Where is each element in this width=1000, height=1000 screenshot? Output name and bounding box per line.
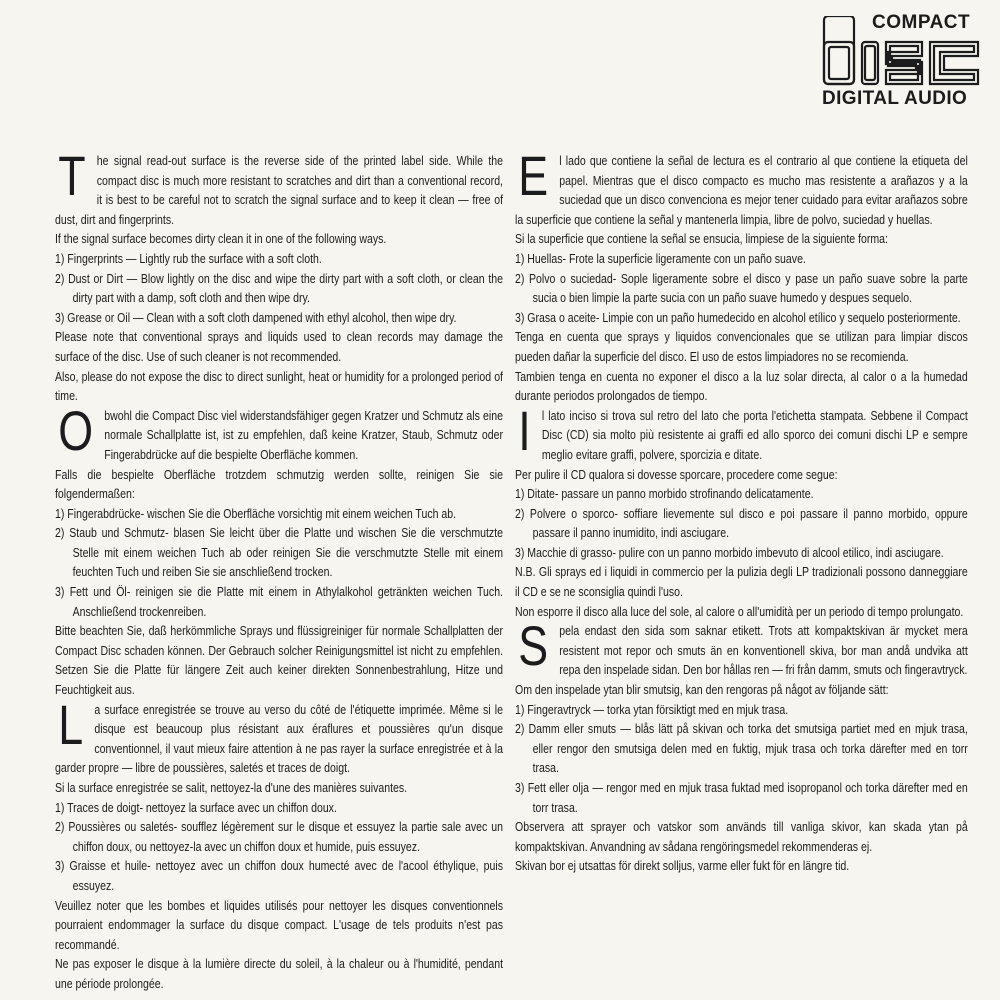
- spanish-item: 2) Polvo o suciedad- Sople ligeramente sobre el disco y pase un paño suave sobre la parte sucia o bien limpie la parte sucia con un paño suave humedo y despues sequelo.: [515, 270, 968, 306]
- english-item: 2) Dust or Dirt — Blow lightly on the disc and wipe the dirty part with a soft cloth, or clean the dirty part with a damp, soft cloth and then wipe dry.: [55, 270, 503, 306]
- french-section: [55, 692, 503, 994]
- swedish-item: 3) Fett eller olja — rengor med en mjuk trasa fuktad med isopropanol och torka därefter med en torr trasa.: [515, 780, 968, 815]
- swedish-also: Skivan bor ej utsattas för direkt solljus, varme eller fukt för en längre tid.: [515, 858, 850, 874]
- drop-cap: O: [58, 398, 94, 462]
- logo-digital-audio-text: DIGITAL AUDIO: [822, 88, 968, 109]
- italian-also: Non esporre il disco alla luce del sole, al calore o all'umidità per un periodo di tempo prolungato.: [515, 603, 964, 619]
- spanish-note: Tenga en cuenta que sprays y liquidos convencionales que se utilizan para limpiar discos pueden dañar la superficie del disco. El uso de estos limpiadores no se recomienda.: [515, 329, 968, 364]
- italian-item: 2) Polvere o sporco- soffiare lievemente sul disco e poi passare il panno morbido, oppure passare il panno inumidito, indi asciugare.: [515, 505, 968, 541]
- french-also: Ne pas exposer le disque à la lumière directe du soleil, à la chaleur ou à l'humidité, pendant une période prolongée.: [55, 956, 503, 991]
- drop-cap: I: [518, 398, 531, 462]
- spanish-item: 3) Grasa o aceite- Limpie con un paño humedecido en alcohol etílico y sequelo posteriormente.: [515, 309, 961, 325]
- italian-intro: l lato inciso si trova sul retro del lato che porta l'etichetta stampata. Sebbene il Compact Disc (CD) sia molto più resistente ai graffi ed allo sporco dei comuni dischi LP e sempre meglio evitare graffi, polvere, sporcizia e ditate.: [541, 407, 968, 462]
- drop-cap: L: [58, 692, 84, 756]
- spanish-intro: l lado que contiene la señal de lectura es el contrario al que contiene la etiqueta del papel. Mientras que el disco compacto es mucho mas resistente a arañazos y a la suciedad que un disco convenciona es mejor tener cuidado para evitar arañazos sobre la superficie que contiene la señal y mantenerla limpia, libre de polvo, suciedad y huellas.: [515, 153, 968, 227]
- left-column: [55, 144, 504, 994]
- french-note: Veuillez noter que les bombes et liquides utilisés pour nettoyer les disques conventionnels pourraient endommager la surface du disque compact. L'usage de tels produits n'est pas recommandé.: [55, 897, 503, 952]
- disc-wordmark-icon: [822, 16, 982, 90]
- drop-cap: T: [58, 144, 86, 207]
- german-intro: bwohl die Compact Disc viel widerstandsfähiger gegen Kratzer und Schmutz als eine normale Schallplatte ist, ist zu empfehlen, daß keine Kratzer, Staub, Schmutz oder Fingerabdrücke auf die bespielte Oberfläche kommen.: [104, 407, 503, 462]
- english-intro: he signal read-out surface is the reverse side of the printed label side. While the compact disc is much more resistant to scratches and dirt than a conventional record, it is best to be careful not to scratch the signal surface and to keep it clean — free of dust, dirt and fingerprints.: [55, 153, 504, 227]
- english-section: [55, 144, 504, 406]
- drop-cap: S: [518, 614, 549, 678]
- swedish-note: Observera att sprayer och vatskor som används till vanliga skivor, kan skada ytan på kompaktskivan. Anvandning av sådana rengöringsmedel rekommenderas ej.: [515, 819, 968, 854]
- swedish-item: 2) Damm eller smuts — blås lätt på skivan och torka det smutsiga partiet med en mjuk trasa, eller rengor den smutsiga delen med en fuktig, mjuk trasa och torka därefter med en torr trasa.: [515, 721, 968, 776]
- italian-note: N.B. Gli sprays ed i liquidi in commercio per la pulizia degli LP tradizionali possono danneggiare il CD e se ne sconsiglia quindi l'uso.: [515, 564, 968, 600]
- swedish-ways: Om den inspelade ytan blir smutsig, kan den rengoras på något av följande sätt:: [515, 682, 889, 698]
- german-item: 2) Staub und Schmutz- blasen Sie leicht über die Platte und wischen Sie die verschmutzte Stelle mit einem weichen Tuch ab oder reinigen Sie die verschmutzte Stelle mit einem feuchten Tuch und reiben Sie sie anschließend trocken.: [55, 525, 503, 580]
- swedish-intro: pela endast den sida som saknar etikett. Trots att kompaktskivan är mycket mera resistent mot repor och smuts än en konventionell skiva, bor man andå undvika att repa den inspelade sidan. Den bor hållas ren — fri från damm, smuts och fingeravtryck.: [559, 623, 968, 678]
- german-item: 1) Fingerabdrücke- wischen Sie die Oberfläche vorsichtig mit einem weichen Tuch ab.: [55, 505, 457, 521]
- french-item: 2) Poussières ou saletés- soufflez légèrement sur le disque et essuyez la partie sale avec un chiffon doux, ou nettoyez-la avec un chiffon doux et humide, puis essuyez.: [55, 819, 503, 854]
- french-item: 1) Traces de doigt- nettoyez la surface avec un chiffon doux.: [55, 799, 337, 815]
- right-column: [515, 144, 968, 876]
- french-item: 3) Graisse et huile- nettoyez avec un chiffon doux humecté avec de l'acool éthylique, puis essuyez.: [55, 858, 503, 893]
- italian-section: [515, 398, 968, 622]
- drop-cap: E: [518, 144, 549, 207]
- english-note: Please note that conventional sprays and liquids used to clean records may damage the surface of the disc. Use of such cleaner is not recommended.: [55, 329, 503, 364]
- italian-ways: Per pulire il CD qualora si dovesse sporcare, procedere come segue:: [515, 466, 838, 482]
- compact-disc-logo: [820, 10, 985, 112]
- swedish-section: [515, 614, 968, 876]
- german-ways: Falls die bespielte Oberfläche trotzdem schmutzig werden sollte, reinigen Sie sie folgendermaßen:: [55, 466, 503, 502]
- italian-item: 1) Ditate- passare un panno morbido strofinando delicatamente.: [515, 486, 814, 502]
- english-item: 1) Fingerprints — Lightly rub the surface with a soft cloth.: [55, 250, 322, 266]
- english-item: 3) Grease or Oil — Clean with a soft cloth dampened with ethyl alcohol, then wipe dry.: [55, 309, 457, 325]
- german-section: [55, 398, 503, 700]
- german-note: Bitte beachten Sie, daß herkömmliche Sprays und flüssigreiniger für normale Schallplatten der Compact Disc schaden können. Der Gebrauch solcher Reinigungsmittel ist nicht zu empfehlen. Setzen Sie die Platte für längere Zeit auch keiner direkten Sonnenbestrahlung, Hitze und Feuchtigkeit aus.: [55, 623, 503, 698]
- logo-compact-text: COMPACT: [872, 12, 971, 33]
- english-ways: If the signal surface becomes dirty clean it in one of the following ways.: [55, 231, 387, 247]
- french-intro: a surface enregistrée se trouve au verso du côté de l'étiquette imprimée. Même si le disque est beaucoup plus résistant aux éraflures et poussières qu'un disque conventionnel, il vaut mieux faire attention à ne pas rayer la surface enregistrée et à la garder propre — libre de poussières, saletés et traces de doigt.: [55, 701, 503, 776]
- english-also: Also, please do not expose the disc to direct sunlight, heat or humidity for a prolonged period of time.: [55, 368, 503, 404]
- swedish-item: 1) Fingeravtryck — torka ytan försiktigt med en mjuk trasa.: [515, 701, 789, 717]
- spanish-ways: Si la superficie que contiene la señal se ensucia, limpiese de la siguiente forma:: [515, 231, 888, 247]
- spanish-item: 1) Huellas- Frote la superficie ligeramente con un paño suave.: [515, 250, 806, 266]
- italian-item: 3) Macchie di grasso- pulire con un panno morbido imbevuto di alcool etilico, indi asciugare.: [515, 544, 944, 560]
- german-item: 3) Fett und Öl- reinigen sie die Platte mit einem in Athylalkohol getränkten weichen Tuch. Anschließend trockenreiben.: [55, 584, 503, 619]
- french-ways: Si la surface enregistrée se salit, nettoyez-la d'une des manières suivantes.: [55, 780, 408, 795]
- spanish-also: Tambien tenga en cuenta no exponer el disco a la luz solar directa, al calor o a la humedad durante periodos prolongados de tiempo.: [515, 368, 968, 404]
- spanish-section: [515, 144, 968, 406]
